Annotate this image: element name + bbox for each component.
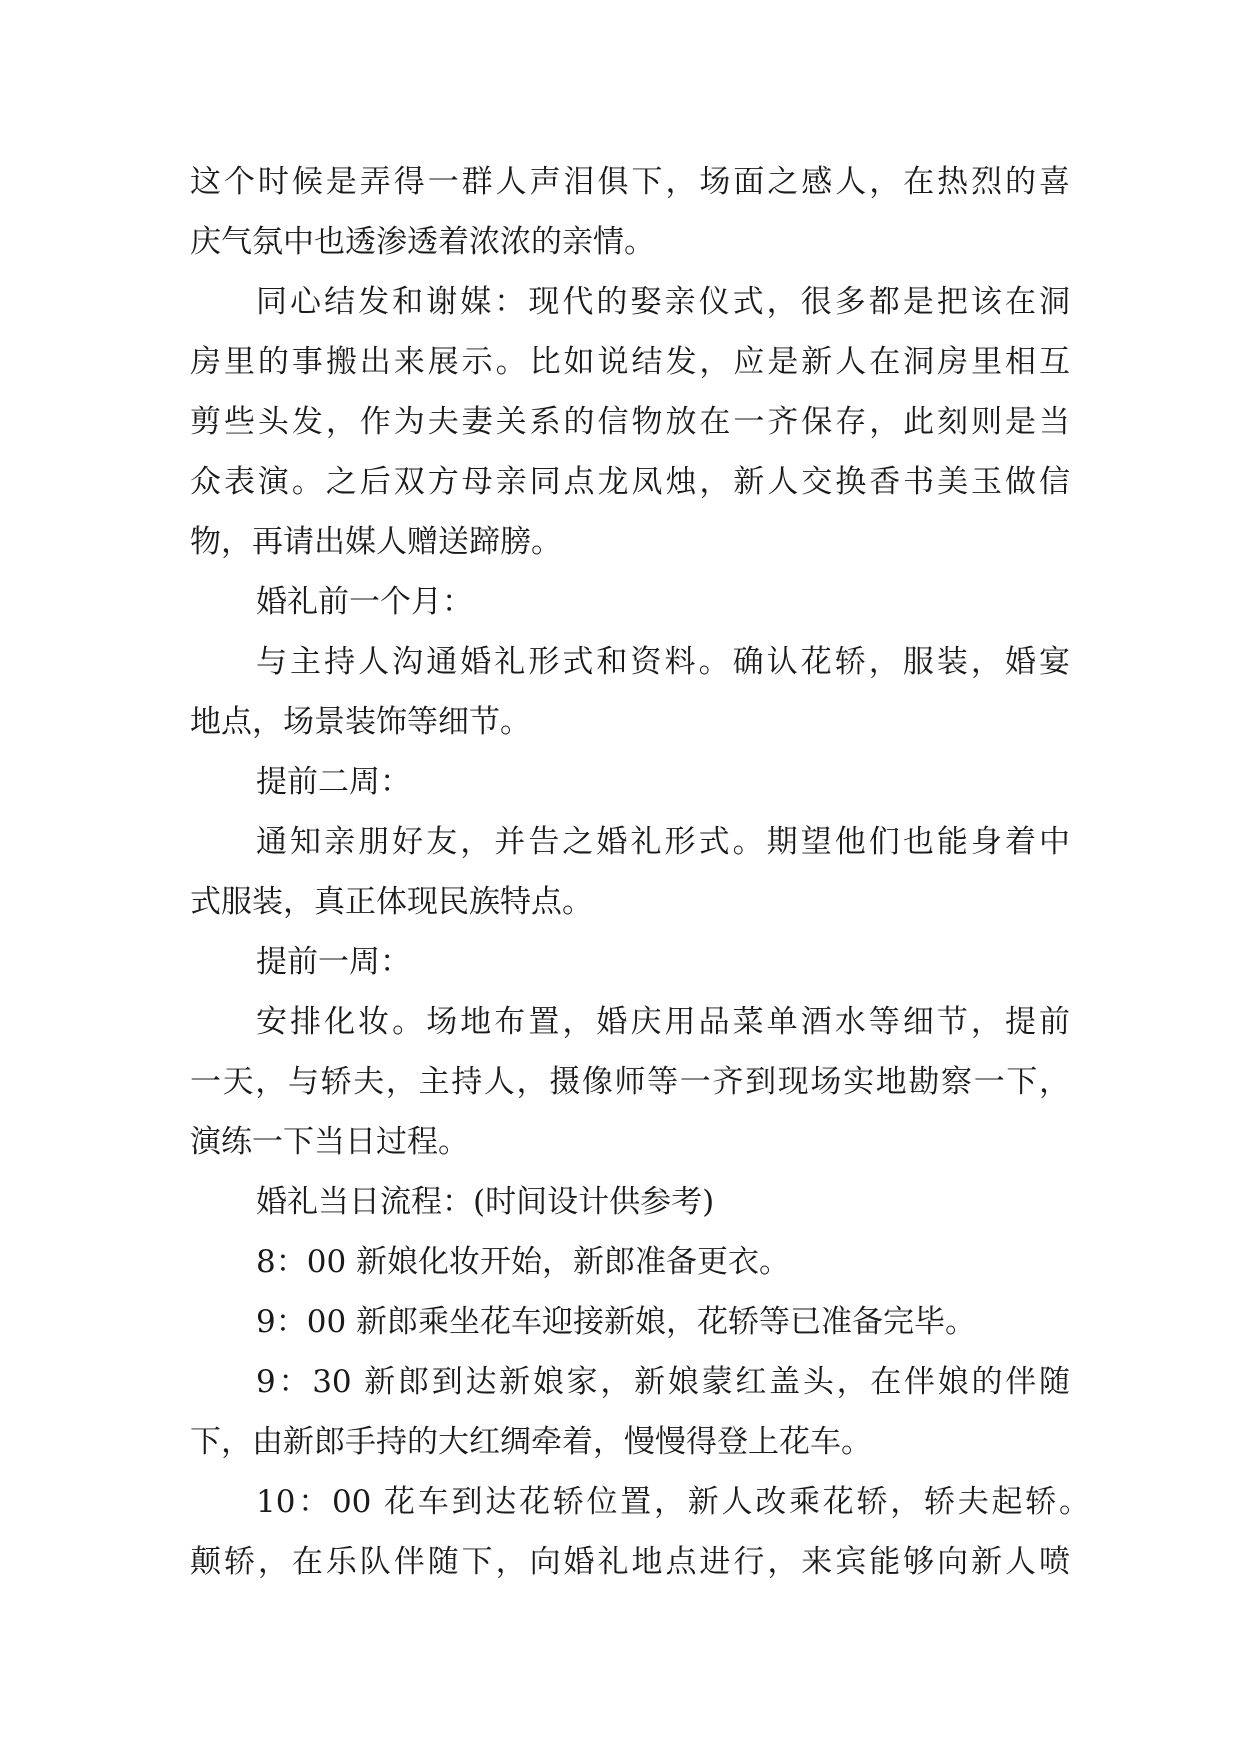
text-line: 房里的事搬出来展示。比如说结发，应是新人在洞房里相互 — [190, 344, 1070, 380]
text-line: 9：30 新郎到达新娘家，新娘蒙红盖头，在伴娘的伴随 — [256, 1364, 1070, 1400]
text-line: 式服装，真正体现民族特点。 — [190, 884, 593, 920]
text-line: 演练一下当日过程。 — [190, 1124, 469, 1160]
text-line: 10：00 花车到达花轿位置，新人改乘花轿，轿夫起轿。 — [256, 1484, 1090, 1520]
section-heading: 婚礼前一个月： — [256, 584, 473, 620]
text-line: 剪些头发，作为夫妻关系的信物放在一齐保存，此刻则是当 — [190, 404, 1070, 440]
text-line: 一天，与轿夫，主持人，摄像师等一齐到现场实地勘察一下， — [190, 1064, 1070, 1100]
text-line: 通知亲朋好友，并告之婚礼形式。期望他们也能身着中 — [256, 824, 1070, 860]
text-line: 安排化妆。场地布置，婚庆用品菜单酒水等细节，提前 — [256, 1004, 1070, 1040]
text-line: 庆气氛中也透渗透着浓浓的亲情。 — [190, 224, 655, 260]
text-line: 9：00 新郎乘坐花车迎接新娘，花轿等已准备完毕。 — [256, 1304, 977, 1340]
text-line: 众表演。之后双方母亲同点龙凤烛，新人交换香书美玉做信 — [190, 464, 1070, 500]
text-line: 下，由新郎手持的大红绸牵着，慢慢得登上花车。 — [190, 1424, 872, 1460]
text-line: 颠轿，在乐队伴随下，向婚礼地点进行，来宾能够向新人喷 — [190, 1544, 1070, 1580]
section-heading: 提前一周： — [256, 944, 411, 980]
text-line: 这个时候是弄得一群人声泪俱下，场面之感人，在热烈的喜 — [190, 164, 1070, 200]
text-line: 同心结发和谢媒：现代的娶亲仪式，很多都是把该在洞 — [256, 284, 1070, 320]
text-line: 与主持人沟通婚礼形式和资料。确认花轿，服装，婚宴 — [256, 644, 1070, 680]
section-heading: 婚礼当日流程：(时间设计供参考) — [256, 1184, 715, 1220]
text-line: 地点，场景装饰等细节。 — [190, 704, 531, 740]
text-line: 物，再请出媒人赠送蹄膀。 — [190, 524, 562, 560]
section-heading: 提前二周： — [256, 764, 411, 800]
text-line: 8：00 新娘化妆开始，新郎准备更衣。 — [256, 1244, 791, 1280]
